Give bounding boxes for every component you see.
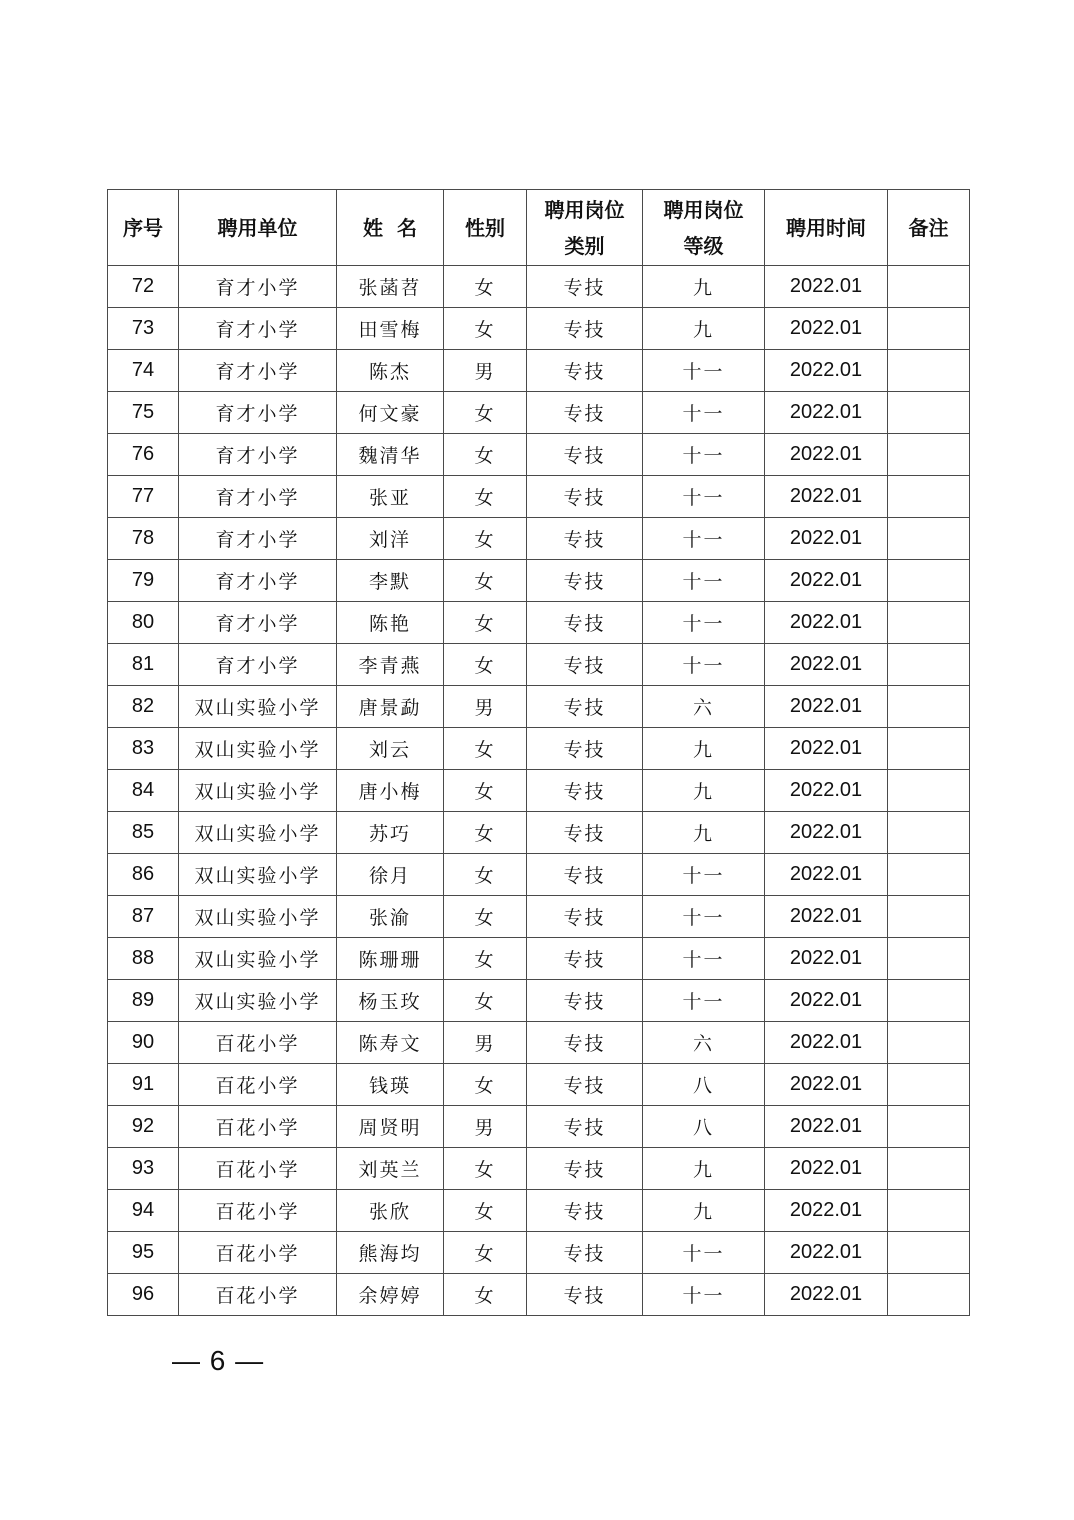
cell-unit: 育才小学 <box>179 392 337 434</box>
cell-level: 十一 <box>643 1232 765 1274</box>
cell-seq: 78 <box>108 518 179 560</box>
cell-category: 专技 <box>527 854 643 896</box>
header-level <box>643 190 765 266</box>
cell-seq: 75 <box>108 392 179 434</box>
personnel-table <box>107 189 970 1316</box>
cell-remark <box>888 434 970 476</box>
cell-unit: 双山实验小学 <box>179 770 337 812</box>
cell-category: 专技 <box>527 392 643 434</box>
header-category-line2: 类别 <box>564 233 605 258</box>
table-row <box>108 266 970 308</box>
cell-remark <box>888 1232 970 1274</box>
cell-level: 九 <box>643 770 765 812</box>
cell-time: 2022.01 <box>765 1274 888 1316</box>
cell-time: 2022.01 <box>765 812 888 854</box>
cell-level: 十一 <box>643 560 765 602</box>
cell-category: 专技 <box>527 1190 643 1232</box>
cell-remark <box>888 980 970 1022</box>
cell-seq: 74 <box>108 350 179 392</box>
table-row <box>108 812 970 854</box>
cell-level: 九 <box>643 728 765 770</box>
cell-gender: 女 <box>444 602 527 644</box>
cell-gender: 女 <box>444 1232 527 1274</box>
cell-name: 徐月 <box>337 854 444 896</box>
table-row <box>108 1190 970 1232</box>
cell-gender: 女 <box>444 560 527 602</box>
table-row <box>108 770 970 812</box>
cell-level: 八 <box>643 1106 765 1148</box>
cell-category: 专技 <box>527 812 643 854</box>
cell-remark <box>888 308 970 350</box>
cell-category: 专技 <box>527 686 643 728</box>
cell-category: 专技 <box>527 350 643 392</box>
cell-name: 张渝 <box>337 896 444 938</box>
cell-remark <box>888 266 970 308</box>
cell-unit: 双山实验小学 <box>179 980 337 1022</box>
cell-name: 周贤明 <box>337 1106 444 1148</box>
cell-name: 田雪梅 <box>337 308 444 350</box>
header-time: 聘用时间 <box>765 190 888 266</box>
table-row <box>108 350 970 392</box>
cell-seq: 95 <box>108 1232 179 1274</box>
cell-category: 专技 <box>527 266 643 308</box>
cell-level: 九 <box>643 308 765 350</box>
page-number: — 6 — <box>172 1345 265 1376</box>
cell-name: 杨玉玫 <box>337 980 444 1022</box>
cell-time: 2022.01 <box>765 1148 888 1190</box>
cell-unit: 育才小学 <box>179 350 337 392</box>
cell-category: 专技 <box>527 1232 643 1274</box>
cell-time: 2022.01 <box>765 770 888 812</box>
cell-level: 九 <box>643 1190 765 1232</box>
cell-seq: 89 <box>108 980 179 1022</box>
cell-seq: 73 <box>108 308 179 350</box>
table-row <box>108 1232 970 1274</box>
cell-seq: 79 <box>108 560 179 602</box>
cell-seq: 93 <box>108 1148 179 1190</box>
cell-time: 2022.01 <box>765 938 888 980</box>
cell-category: 专技 <box>527 1148 643 1190</box>
cell-unit: 育才小学 <box>179 560 337 602</box>
cell-category: 专技 <box>527 770 643 812</box>
cell-remark <box>888 518 970 560</box>
cell-remark <box>888 1064 970 1106</box>
cell-time: 2022.01 <box>765 434 888 476</box>
cell-seq: 80 <box>108 602 179 644</box>
cell-gender: 女 <box>444 1274 527 1316</box>
cell-unit: 双山实验小学 <box>179 812 337 854</box>
cell-unit: 育才小学 <box>179 308 337 350</box>
cell-level: 八 <box>643 1064 765 1106</box>
cell-category: 专技 <box>527 728 643 770</box>
cell-gender: 女 <box>444 644 527 686</box>
cell-remark <box>888 602 970 644</box>
header-level-line1: 聘用岗位 <box>663 197 744 222</box>
cell-remark <box>888 1148 970 1190</box>
header-category <box>527 190 643 266</box>
table-row <box>108 392 970 434</box>
cell-gender: 女 <box>444 728 527 770</box>
cell-name: 苏巧 <box>337 812 444 854</box>
cell-gender: 男 <box>444 1022 527 1064</box>
cell-unit: 百花小学 <box>179 1232 337 1274</box>
cell-name: 魏清华 <box>337 434 444 476</box>
cell-remark <box>888 896 970 938</box>
table-row <box>108 1274 970 1316</box>
cell-seq: 94 <box>108 1190 179 1232</box>
cell-seq: 96 <box>108 1274 179 1316</box>
cell-category: 专技 <box>527 1064 643 1106</box>
cell-unit: 育才小学 <box>179 266 337 308</box>
cell-category: 专技 <box>527 518 643 560</box>
cell-time: 2022.01 <box>765 560 888 602</box>
cell-level: 十一 <box>643 602 765 644</box>
cell-category: 专技 <box>527 1274 643 1316</box>
cell-remark <box>888 1274 970 1316</box>
cell-gender: 女 <box>444 938 527 980</box>
cell-seq: 91 <box>108 1064 179 1106</box>
cell-gender: 女 <box>444 896 527 938</box>
cell-unit: 百花小学 <box>179 1064 337 1106</box>
cell-level: 十一 <box>643 980 765 1022</box>
cell-gender: 男 <box>444 686 527 728</box>
cell-remark <box>888 770 970 812</box>
cell-time: 2022.01 <box>765 644 888 686</box>
cell-category: 专技 <box>527 896 643 938</box>
cell-name: 刘洋 <box>337 518 444 560</box>
cell-seq: 85 <box>108 812 179 854</box>
table-row <box>108 1106 970 1148</box>
cell-remark <box>888 1190 970 1232</box>
cell-time: 2022.01 <box>765 686 888 728</box>
header-level-line2: 等级 <box>683 233 724 258</box>
cell-level: 十一 <box>643 644 765 686</box>
cell-unit: 百花小学 <box>179 1274 337 1316</box>
cell-level: 十一 <box>643 938 765 980</box>
cell-time: 2022.01 <box>765 1106 888 1148</box>
cell-time: 2022.01 <box>765 476 888 518</box>
cell-gender: 女 <box>444 1148 527 1190</box>
table-row <box>108 308 970 350</box>
cell-level: 十一 <box>643 392 765 434</box>
cell-remark <box>888 560 970 602</box>
cell-name: 陈珊珊 <box>337 938 444 980</box>
cell-time: 2022.01 <box>765 1232 888 1274</box>
cell-name: 熊海均 <box>337 1232 444 1274</box>
cell-gender: 女 <box>444 518 527 560</box>
cell-seq: 77 <box>108 476 179 518</box>
cell-seq: 90 <box>108 1022 179 1064</box>
cell-time: 2022.01 <box>765 1190 888 1232</box>
table-body <box>108 266 970 1316</box>
cell-unit: 育才小学 <box>179 644 337 686</box>
cell-remark <box>888 854 970 896</box>
cell-remark <box>888 938 970 980</box>
cell-category: 专技 <box>527 980 643 1022</box>
cell-name: 何文豪 <box>337 392 444 434</box>
cell-time: 2022.01 <box>765 1064 888 1106</box>
cell-category: 专技 <box>527 644 643 686</box>
cell-level: 九 <box>643 1148 765 1190</box>
cell-level: 十一 <box>643 434 765 476</box>
cell-gender: 男 <box>444 350 527 392</box>
cell-name: 陈寿文 <box>337 1022 444 1064</box>
cell-seq: 83 <box>108 728 179 770</box>
cell-name: 钱瑛 <box>337 1064 444 1106</box>
cell-seq: 92 <box>108 1106 179 1148</box>
cell-gender: 女 <box>444 812 527 854</box>
cell-unit: 育才小学 <box>179 602 337 644</box>
cell-level: 九 <box>643 812 765 854</box>
cell-unit: 百花小学 <box>179 1190 337 1232</box>
table-row <box>108 1064 970 1106</box>
table-row <box>108 896 970 938</box>
cell-gender: 女 <box>444 476 527 518</box>
table-row <box>108 980 970 1022</box>
cell-time: 2022.01 <box>765 1022 888 1064</box>
cell-level: 十一 <box>643 518 765 560</box>
cell-remark <box>888 728 970 770</box>
cell-unit: 育才小学 <box>179 518 337 560</box>
table-row <box>108 1022 970 1064</box>
cell-unit: 育才小学 <box>179 434 337 476</box>
cell-gender: 女 <box>444 434 527 476</box>
cell-gender: 女 <box>444 1190 527 1232</box>
cell-category: 专技 <box>527 434 643 476</box>
table-row <box>108 854 970 896</box>
cell-remark <box>888 686 970 728</box>
cell-category: 专技 <box>527 1106 643 1148</box>
cell-category: 专技 <box>527 1022 643 1064</box>
cell-seq: 76 <box>108 434 179 476</box>
table-row <box>108 1148 970 1190</box>
cell-category: 专技 <box>527 938 643 980</box>
cell-name: 唐小梅 <box>337 770 444 812</box>
cell-time: 2022.01 <box>765 518 888 560</box>
cell-name: 陈艳 <box>337 602 444 644</box>
cell-seq: 81 <box>108 644 179 686</box>
cell-unit: 双山实验小学 <box>179 896 337 938</box>
cell-name: 张菡苕 <box>337 266 444 308</box>
cell-time: 2022.01 <box>765 350 888 392</box>
cell-time: 2022.01 <box>765 728 888 770</box>
cell-gender: 女 <box>444 392 527 434</box>
cell-remark <box>888 392 970 434</box>
header-category-line1: 聘用岗位 <box>544 197 625 222</box>
table-row <box>108 644 970 686</box>
cell-gender: 女 <box>444 980 527 1022</box>
header-remark: 备注 <box>888 190 970 266</box>
cell-seq: 72 <box>108 266 179 308</box>
cell-gender: 女 <box>444 1064 527 1106</box>
cell-category: 专技 <box>527 560 643 602</box>
cell-category: 专技 <box>527 602 643 644</box>
cell-gender: 女 <box>444 770 527 812</box>
cell-seq: 82 <box>108 686 179 728</box>
cell-name: 余婷婷 <box>337 1274 444 1316</box>
cell-unit: 百花小学 <box>179 1148 337 1190</box>
cell-unit: 百花小学 <box>179 1106 337 1148</box>
cell-category: 专技 <box>527 308 643 350</box>
table-row <box>108 476 970 518</box>
cell-level: 十一 <box>643 1274 765 1316</box>
cell-gender: 女 <box>444 266 527 308</box>
table-row <box>108 434 970 476</box>
cell-gender: 男 <box>444 1106 527 1148</box>
header-unit: 聘用单位 <box>179 190 337 266</box>
header-name: 姓 名 <box>337 190 444 266</box>
cell-unit: 双山实验小学 <box>179 728 337 770</box>
cell-time: 2022.01 <box>765 602 888 644</box>
cell-name: 张欣 <box>337 1190 444 1232</box>
cell-seq: 84 <box>108 770 179 812</box>
header-row <box>108 190 970 266</box>
cell-name: 刘云 <box>337 728 444 770</box>
cell-gender: 女 <box>444 854 527 896</box>
cell-time: 2022.01 <box>765 854 888 896</box>
table-row <box>108 518 970 560</box>
cell-seq: 87 <box>108 896 179 938</box>
cell-level: 九 <box>643 266 765 308</box>
cell-level: 十一 <box>643 896 765 938</box>
cell-level: 十一 <box>643 854 765 896</box>
cell-level: 十一 <box>643 476 765 518</box>
cell-remark <box>888 1022 970 1064</box>
cell-unit: 双山实验小学 <box>179 686 337 728</box>
table-row <box>108 560 970 602</box>
cell-remark <box>888 812 970 854</box>
cell-level: 十一 <box>643 350 765 392</box>
cell-remark <box>888 1106 970 1148</box>
cell-unit: 双山实验小学 <box>179 938 337 980</box>
header-seq: 序号 <box>108 190 179 266</box>
cell-unit: 育才小学 <box>179 476 337 518</box>
cell-remark <box>888 644 970 686</box>
cell-time: 2022.01 <box>765 308 888 350</box>
cell-name: 刘英兰 <box>337 1148 444 1190</box>
cell-gender: 女 <box>444 308 527 350</box>
cell-name: 陈杰 <box>337 350 444 392</box>
cell-level: 六 <box>643 1022 765 1064</box>
cell-seq: 86 <box>108 854 179 896</box>
cell-name: 李青燕 <box>337 644 444 686</box>
cell-name: 李默 <box>337 560 444 602</box>
cell-time: 2022.01 <box>765 896 888 938</box>
cell-name: 唐景勐 <box>337 686 444 728</box>
cell-category: 专技 <box>527 476 643 518</box>
cell-unit: 百花小学 <box>179 1022 337 1064</box>
table-row <box>108 602 970 644</box>
table-header <box>108 190 970 266</box>
cell-level: 六 <box>643 686 765 728</box>
table-row <box>108 728 970 770</box>
cell-name: 张亚 <box>337 476 444 518</box>
table-row <box>108 938 970 980</box>
cell-unit: 双山实验小学 <box>179 854 337 896</box>
cell-remark <box>888 350 970 392</box>
cell-remark <box>888 476 970 518</box>
cell-time: 2022.01 <box>765 392 888 434</box>
header-gender: 性别 <box>444 190 527 266</box>
table-row <box>108 686 970 728</box>
cell-seq: 88 <box>108 938 179 980</box>
cell-time: 2022.01 <box>765 980 888 1022</box>
cell-time: 2022.01 <box>765 266 888 308</box>
